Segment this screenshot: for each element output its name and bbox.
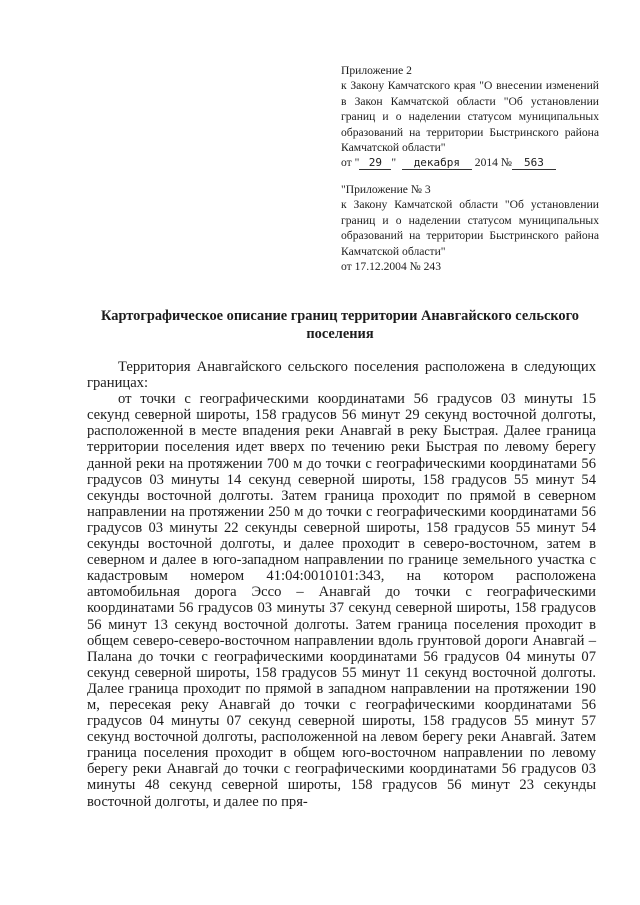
body-paragraph-intro: Территория Анавгайского сельского поселения расположена в следующих границах: <box>87 359 596 392</box>
annex-3-title: "Приложение № 3 <box>341 183 431 196</box>
document-body <box>87 359 596 810</box>
annex-2-text: к Закону Камчатского края "О внесении изменений в Закон Камчатской области "Об установлении границ и о наделении статусом муниципальных образований на территории Быстринского района Камчатской области" <box>341 79 599 155</box>
document-heading: Картографическое описание границ территории Анавгайского сельского поселения <box>101 308 579 342</box>
annex-2-date-line <box>341 155 599 170</box>
annex-2-number: 563 <box>512 157 556 170</box>
annex-3-date: от 17.12.2004 № 243 <box>341 260 442 274</box>
annex-2-quote-close: " <box>391 156 397 170</box>
annex-3-text: к Закону Камчатской области "Об установлении границ и о наделении статусом муниципальных образований на территории Быстринского района Камчатской области" <box>341 198 599 258</box>
annex-2-day: 29 <box>359 157 391 170</box>
annex-3-block <box>341 182 599 274</box>
annex-2-year-no: 2014 № <box>474 156 512 170</box>
body-paragraph-boundary: от точки с географическими координатами 56 градусов 03 минуты 15 секунд северной широты, 158 градусов 56 минут 29 секунд восточной долготы, расположенной в месте впадения реки Анавгай в реку Быстрая. Далее граница территории поселения идет вверх по течению реки Быстрая по левому берегу данной реки на протяжении 700 м до точки с географическими координатами 56 градусов 03 минуты 14 секунд северной широты, 158 градусов 55 минут 54 секунды восточной долготы. Затем граница проходит по прямой в северном направлении на протяжении 250 м до точки с географическими координатами 56 градусов 03 минуты 22 секунды северной широты, 158 градусов 55 минут 54 секунды восточной долготы, и далее проходит в северо-восточном, затем в северном и далее в юго-западном направлении по границе земельного участка с кадастровым номером 41:04:0010101:343, на котором расположена автомобильная дорога Эссо – Анавгай до точки с географическими координатами 56 градусов 03 минуты 37 секунд северной широты, 158 градусов 56 минут 13 секунд восточной долготы. Затем граница поселения проходит в общем северо-северо-восточном направлении вдоль грунтовой дороги Анавгай – Палана до точки с географическими координатами 56 градусов 04 минуты 07 секунд северной широты, 158 градусов 55 минут 11 секунд восточной долготы. Далее граница проходит по прямой в западном направлении на протяжении 190 м, пересекая реку Анавгай до точки с географическими координатами 56 градусов 04 минуты 07 секунд северной широты, 158 градусов 55 минут 57 секунд восточной долготы, расположенной на левом берегу реки Анавгай. Затем граница поселения проходит в общем юго-восточном направлении по левому берегу реки Анавгай до точки с географическими координатами 56 градусов 03 минуты 48 секунд северной широты, 158 градусов 56 минут 23 секунды восточной долготы, и далее по пря- <box>87 391 596 810</box>
annex-2-title: Приложение 2 <box>341 64 412 77</box>
annex-2-month: декабря <box>402 157 472 170</box>
annex-2-block <box>341 63 599 171</box>
annex-2-date-prefix: от " <box>341 156 360 170</box>
